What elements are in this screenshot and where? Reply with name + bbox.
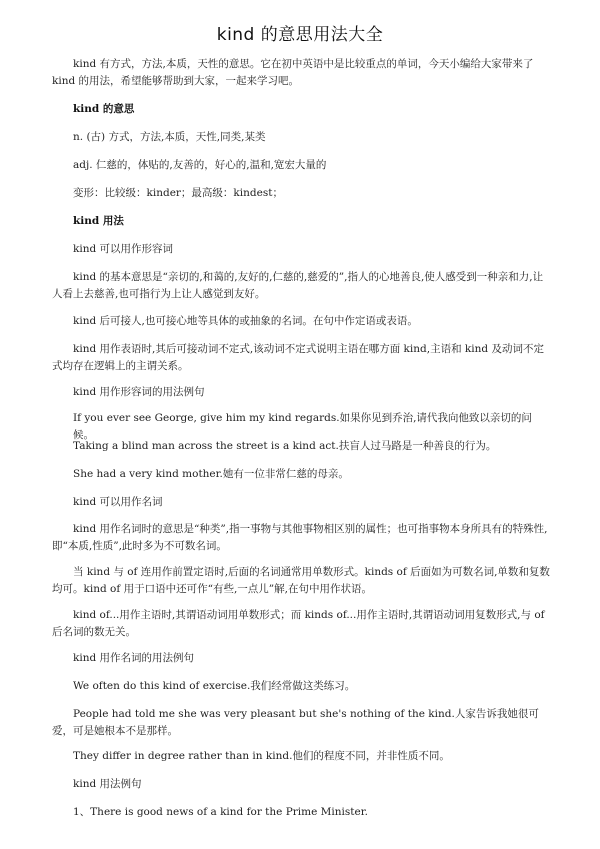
adj-examples-heading: kind 用作形容词的用法例句 [73, 386, 205, 398]
noun-usage-heading: kind 可以用作名词 [73, 496, 163, 508]
adj-example-1: If you ever see George, give him my kind regards.如果你见到乔治,请代我向他致以亲切的问候。 [73, 412, 532, 441]
noun-usage-paragraph-3: kind of...用作主语时,其谓语动词用单数形式；而 kinds of...用作主语时,其谓语动词用复数形式,与 of 后名词的数无关。 [52, 609, 545, 638]
adj-example-3: She had a very kind mother.她有一位非常仁慈的母亲。 [73, 468, 349, 480]
adj-usage-paragraph-2: kind 后可接人,也可接心地等具体的或抽象的名词。在句中作定语或表语。 [73, 315, 418, 327]
noun-example-3: They differ in degree rather than in kind.他们的程度不同，并非性质不同。 [73, 750, 450, 762]
usage-heading: kind 用法 [73, 215, 124, 227]
usage-examples-heading: kind 用法例句 [73, 778, 142, 790]
meaning-forms: 变形：比较级：kinder；最高级：kindest； [73, 187, 283, 199]
adj-usage-heading: kind 可以用作形容词 [73, 243, 174, 255]
document-title: kind 的意思用法大全 [216, 25, 384, 45]
intro-paragraph: kind 有方式，方法,本质，天性的意思。它在初中英语中是比较重点的单词，今天小编给大家带来了 kind 的用法，希望能够帮助到大家，一起来学习吧。 [52, 58, 534, 87]
noun-usage-paragraph-2: 当 kind 与 of 连用作前置定语时,后面的名词通常用单数形式。kinds of 后面如为可数名词,单数和复数均可。kind of 用于口语中还可作“有些,一点儿”解,在句中用作状语。 [52, 566, 550, 595]
noun-examples-heading: kind 用作名词的用法例句 [73, 652, 195, 664]
meaning-heading: kind 的意思 [73, 103, 135, 115]
noun-example-1: We often do this kind of exercise.我们经常做这类练习。 [73, 680, 356, 692]
adj-example-2: Taking a blind man across the street is a kind act.扶盲人过马路是一种善良的行为。 [73, 440, 497, 452]
adj-usage-paragraph-3: kind 用作表语时,其后可接动词不定式,该动词不定式说明主语在哪方面 kind,主语和 kind 及动词不定式均存在逻辑上的主谓关系。 [52, 343, 544, 372]
adj-usage-paragraph-1: kind 的基本意思是“亲切的,和蔼的,友好的,仁慈的,慈爱的”,指人的心地善良,使人感受到一种亲和力,让人看上去慈善,也可指行为上让人感觉到友好。 [52, 271, 544, 300]
noun-usage-paragraph-1: kind 用作名词时的意思是“种类”,指一事物与其他事物相区别的属性；也可指事物本身所具有的特殊性,即“本质,性质”,此时多为不可数名词。 [52, 523, 548, 552]
usage-example-1: 1、There is good news of a kind for the Prime Minister. [73, 806, 368, 818]
meaning-noun: n. (古) 方式，方法,本质，天性,同类,某类 [73, 131, 266, 143]
meaning-adjective: adj. 仁慈的，体贴的,友善的，好心的,温和,宽宏大量的 [73, 159, 327, 171]
noun-example-2: People had told me she was very pleasant but she's nothing of the kind.人家告诉我她很可爱，可是她根本不是那样。 [52, 708, 539, 737]
